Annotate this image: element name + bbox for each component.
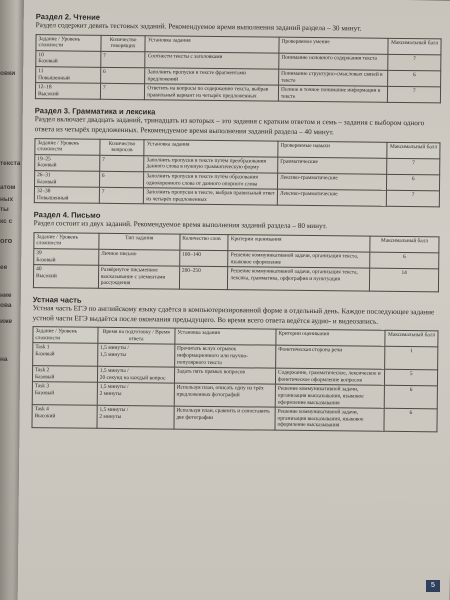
table-cell: Лексико-грамматические — [277, 173, 387, 190]
table-cell: Личное письмо — [98, 249, 179, 266]
column-header: Максимальный балл — [385, 331, 438, 348]
column-header: Установка задания — [144, 139, 278, 157]
left-fragment: ние — [0, 292, 12, 299]
table-cell: Task 2 Базовый — [32, 366, 97, 383]
table-cell: Лексико-грамматические — [277, 189, 387, 206]
table-cell: 1 — [385, 347, 438, 370]
left-fragment: ова — [0, 302, 12, 309]
table-cell: 7 — [388, 54, 441, 71]
table-cell: Развёрнутое письменное высказывание с элементами рассуждения — [98, 266, 179, 290]
section-intro: Раздел состоит из двух заданий. Рекомендуемое время выполнения заданий раздела – 80 минут. — [33, 219, 328, 231]
section-heading: Раздел 2. Чтение — [35, 12, 101, 22]
column-header: Установка задания — [175, 328, 276, 345]
table-cell: Фонетическая сторона речи — [276, 346, 386, 370]
table-cell: 32–38 Повышенный — [34, 187, 99, 204]
left-fragment: атом — [0, 184, 16, 191]
left-fragment: ты — [0, 206, 9, 213]
table-cell: 19–25 Базовый — [35, 154, 100, 171]
table-cell: Заполнить пропуски в тексте фрагментами предложений — [145, 68, 279, 86]
column-header: Время на подготовку / Время ответа — [98, 328, 175, 345]
table-cell: Решение коммуникативной задачи, организация текста, лексика, грамматика, орфография и пунктуация — [228, 267, 370, 291]
table-cell: 6 — [385, 386, 438, 409]
table-cell: 40 Высокий — [33, 265, 98, 288]
column-header: Проверяемое умение — [279, 37, 389, 54]
column-header: Тип задания — [99, 233, 180, 250]
left-fragment: кс с — [0, 218, 13, 225]
table-cell: 26–31 Базовый — [35, 171, 100, 188]
table-cell: 39 Базовый — [34, 249, 99, 266]
section-intro: Раздел включает двадцать заданий, тринадцать из которых – это задания с кратким ответом и семь – задания с выбором одного ответа из четырёх предложенных. Рекомендуемое время выполнения заданий раздела – 40 минут. — [34, 115, 425, 137]
table-cell: Прочитать вслух отрывок информационного или научно-популярного текста — [174, 345, 275, 369]
table-cell: 6 — [387, 174, 440, 191]
table-cell: Task 1 Базовый — [33, 343, 98, 366]
table-cell: 7 — [387, 190, 440, 207]
column-header: Количество слов — [180, 234, 229, 251]
column-header: Критерии оценивания — [276, 329, 386, 346]
section-intro: Раздел содержит девять тестовых заданий. Рекомендуемое время выполнения заданий раздела – 30 минут. — [35, 21, 362, 33]
table-cell: 6 — [384, 408, 437, 431]
table-row — [33, 265, 438, 292]
table-cell: 1,5 минуты / 2 минуты — [97, 405, 174, 429]
column-header: Максимальный балл — [370, 236, 439, 253]
table-cell: 6 — [100, 67, 145, 84]
table-cell: Решение коммуникативной задачи, организация высказывания, языковое оформление высказывания — [275, 407, 385, 431]
left-fragment: ого — [0, 236, 13, 245]
table-cell: Полное и точное понимание информации в тексте — [278, 85, 388, 102]
table-row — [32, 405, 437, 432]
column-header: Критерии оценивания — [228, 235, 370, 253]
table-cell: 7 — [387, 158, 440, 175]
left-fragment: ее — [0, 264, 8, 271]
column-header: Задание / Уровень сложности — [35, 138, 100, 155]
table-cell: Соотнести тексты с заголовками — [145, 52, 279, 70]
table-cell: Используя план, описать одну из трёх предложенных фотографий — [174, 383, 275, 407]
table-cell: Заполнить пропуски в тексте, выбрав правильный ответ из четырёх предложенных — [144, 188, 278, 206]
column-header: Количество вопросов — [100, 139, 145, 156]
table-cell: 7 — [388, 86, 441, 103]
table-cell: Понимание основного содержания текста — [279, 53, 389, 70]
table-cell: Задать пять прямых вопросов — [174, 367, 275, 384]
left-fragment: ных — [0, 196, 14, 203]
table-cell: 1,5 минуты / 1,5 минуты — [97, 344, 174, 368]
table-row — [34, 187, 439, 207]
column-header: Проверяемые навыки — [278, 141, 388, 158]
table-cell: 12–18 Высокий — [35, 83, 100, 100]
writing-table — [33, 232, 440, 292]
table-cell: 1,5 минуты / 20 секунд на каждый вопрос — [97, 366, 174, 383]
section-heading: Устная часть — [32, 295, 82, 305]
column-header: Задание / Уровень сложности — [33, 327, 98, 344]
table-cell: Понимание структурно-смысловых связей в тексте — [279, 69, 389, 86]
table-cell: 7 — [99, 155, 144, 172]
table-cell: Заполнить пропуски в тексте путём образования однокоренного слова от данного опорного слова — [144, 172, 278, 190]
table-cell: Используя план, сравнить и сопоставить две фотографии — [174, 406, 275, 430]
table-cell: Грамматические — [278, 157, 388, 174]
column-header: Задание / Уровень сложности — [36, 34, 101, 51]
table-cell: Task 3 Базовый — [32, 382, 97, 405]
page-number: 5 — [426, 580, 440, 592]
table-cell: 10 Базовый — [36, 50, 101, 67]
table-cell: Task 4 Высокий — [32, 405, 97, 428]
document-page — [18, 0, 450, 600]
table-row — [35, 83, 440, 103]
table-cell: 7 — [101, 51, 146, 68]
table-cell: 7 — [100, 83, 145, 100]
table-cell: 1,5 минуты / 2 минуты — [97, 383, 174, 407]
table-cell: Решение коммуникативной задачи, организация высказывания, языковое оформление высказывания — [275, 385, 385, 409]
left-fragment: текста — [0, 160, 21, 167]
left-fragment: иже — [0, 318, 13, 325]
oral-table — [31, 326, 438, 432]
section-heading: Раздел 4. Письмо — [33, 210, 101, 221]
column-header: Максимальный балл — [387, 142, 440, 159]
column-header: Задание / Уровень сложности — [34, 232, 99, 249]
column-header: Установка задания — [145, 35, 279, 53]
table-cell: Заполнить пропуски в тексте путём преобразования данного слова в нужную грамматическую форму — [144, 155, 278, 173]
column-header: Количество говорящих — [101, 35, 146, 52]
table-cell: 6 — [99, 171, 144, 188]
column-header: Максимальный балл — [388, 38, 441, 55]
grammar-table — [34, 138, 441, 208]
reading-table — [35, 34, 442, 104]
section-heading: Раздел 3. Грамматика и лексика — [34, 106, 156, 117]
table-cell: 200–250 — [179, 266, 228, 289]
table-cell: Ответить на вопросы по содержанию текста, выбрав правильный вариант из четырёх предложенных — [145, 84, 279, 102]
table-cell: 100–140 — [179, 250, 228, 267]
left-fragment: на — [0, 356, 8, 363]
table-cell: 5 — [385, 369, 438, 386]
table-cell: 11 Повышенный — [36, 67, 101, 84]
table-cell: Решение коммуникативной задачи, организация текста, языковое оформление — [228, 251, 370, 269]
table-cell: 7 — [99, 187, 144, 204]
section-intro: Устная часть ЕГЭ по английскому языку сдаётся в компьютеризированной форме в отдельный день. Каждое последующее задание устной части ЕГЭ выдаётся после окончания предыдущего. Во время всего ответа ведётся аудио- и видеозапись. — [32, 304, 435, 326]
left-fragment: овки — [0, 70, 16, 77]
table-cell: 6 — [388, 70, 441, 87]
table-cell: Содержание, грамматическое, лексическое и фонетическое оформление вопросов — [275, 368, 385, 385]
table-cell: 14 — [370, 268, 439, 292]
table-cell: 6 — [370, 252, 439, 269]
